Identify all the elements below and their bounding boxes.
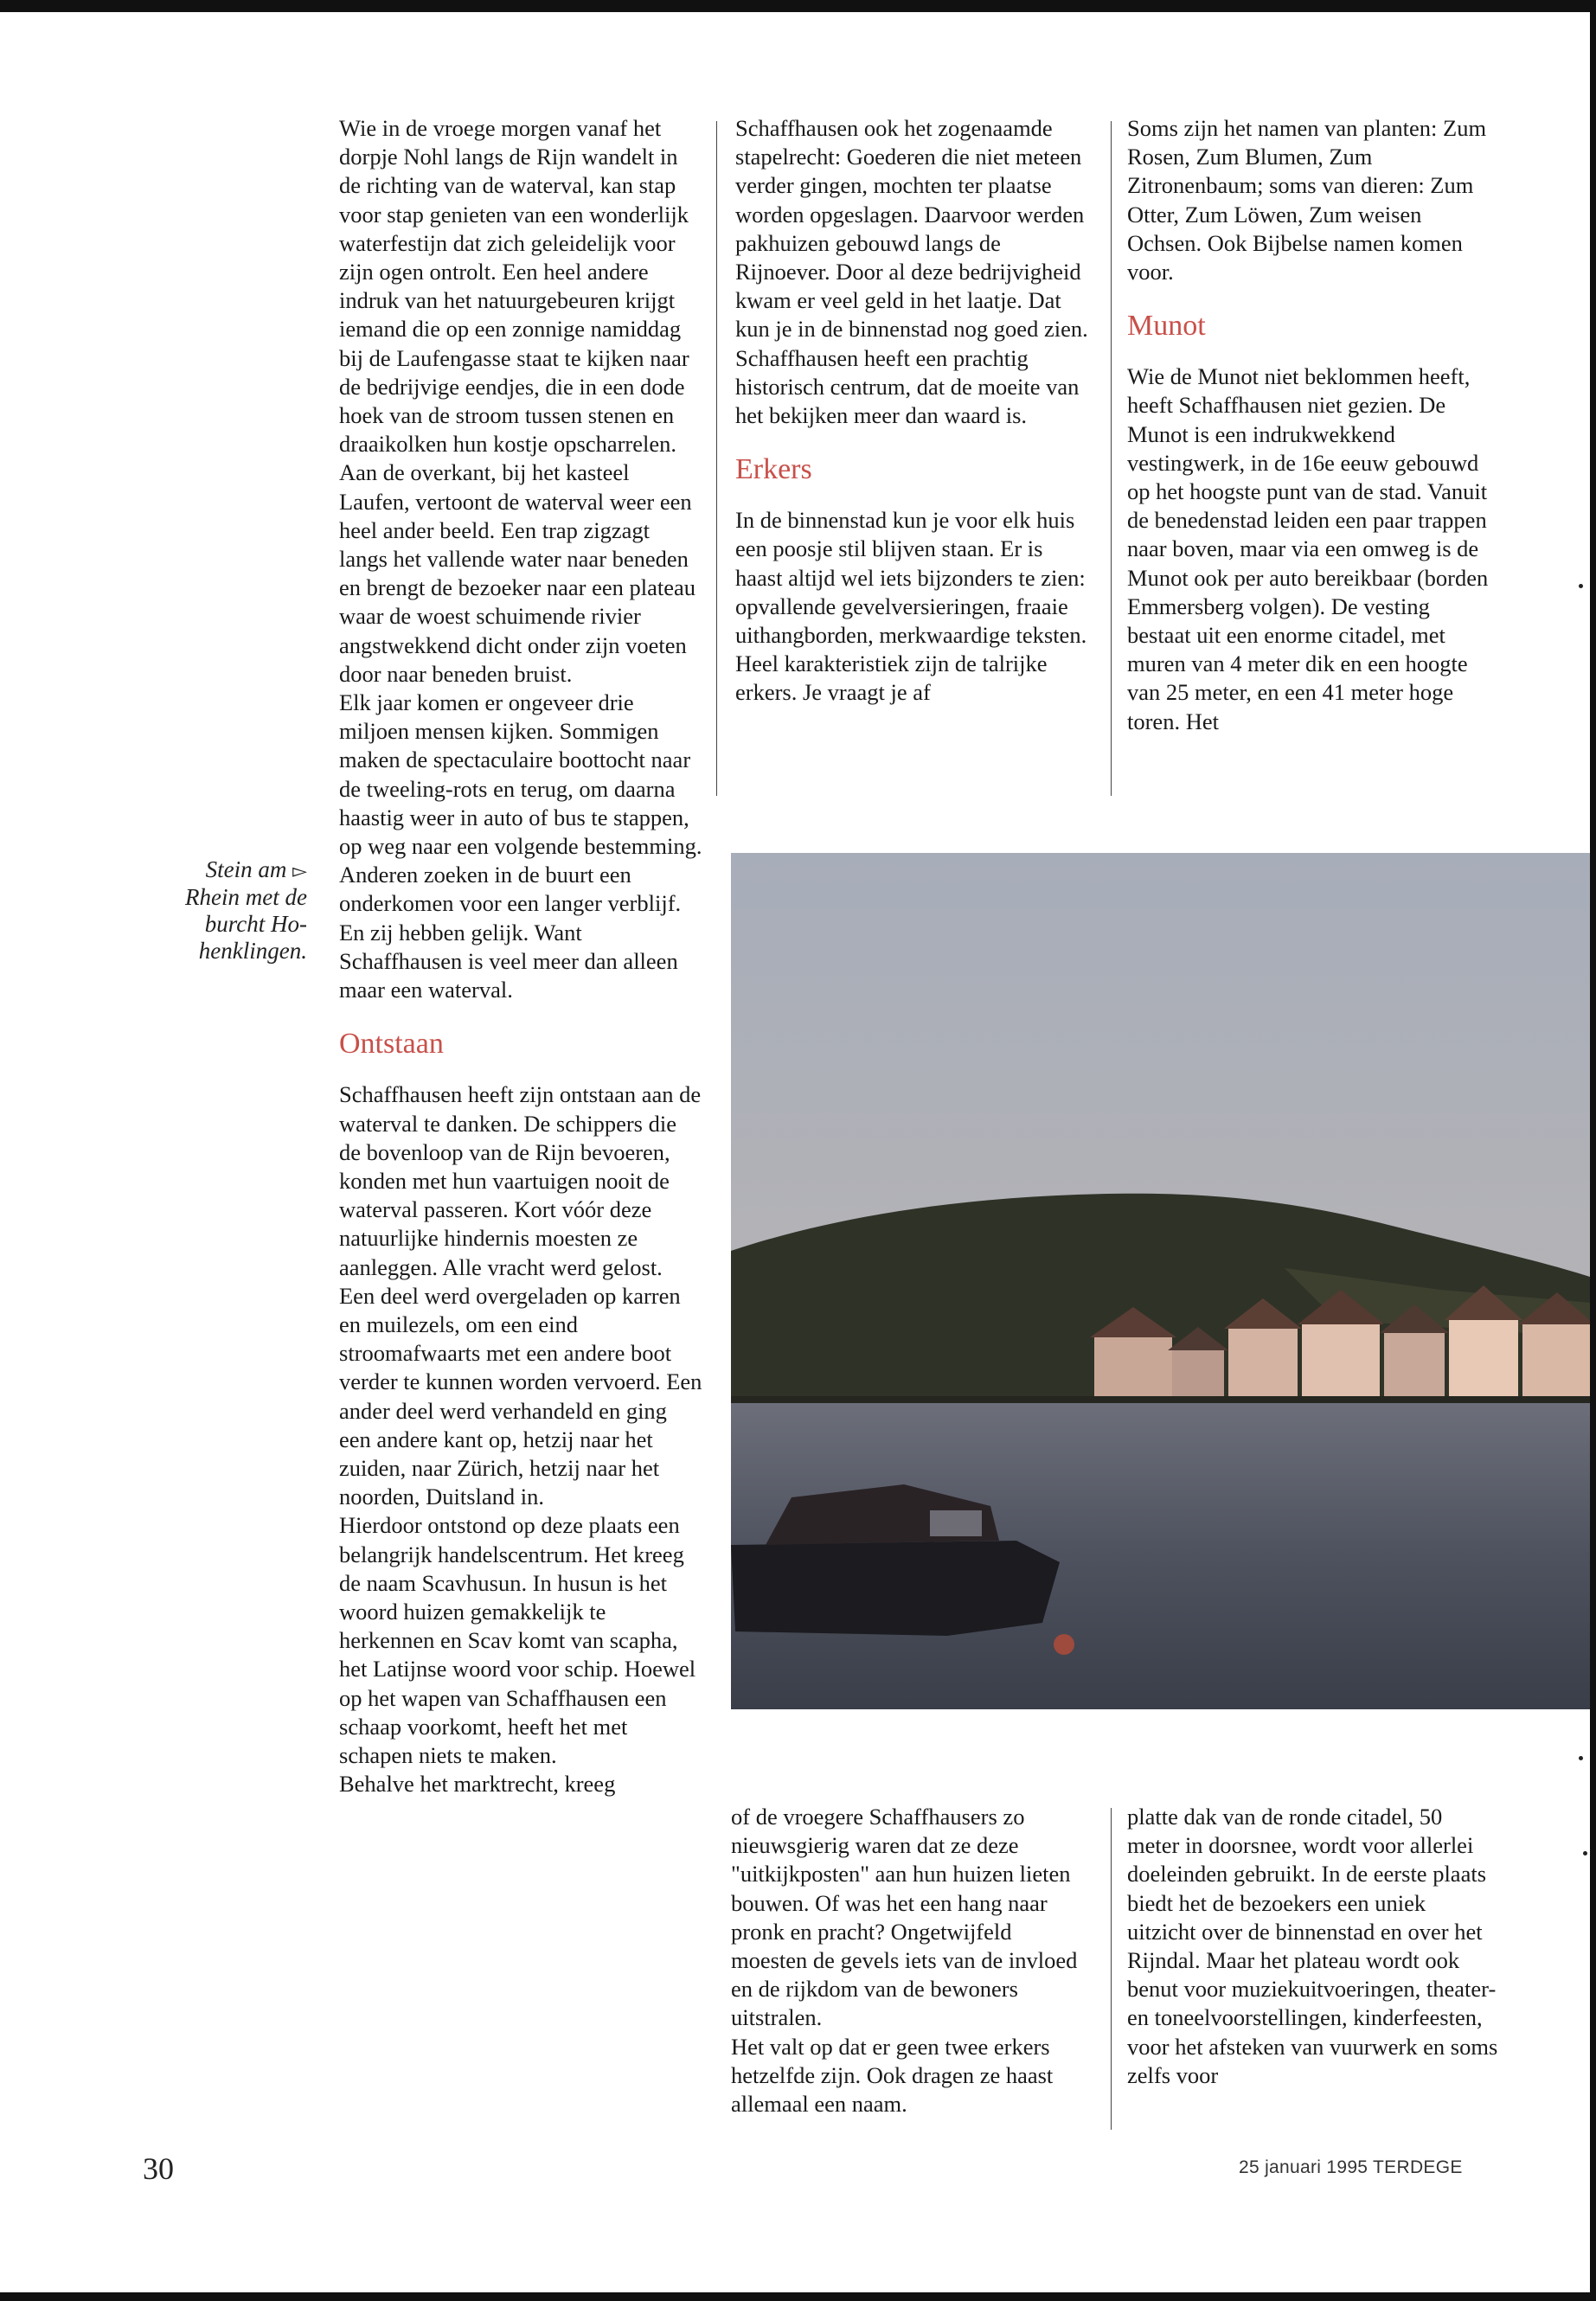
paragraph: Soms zijn het namen van planten: Zum Rosen, Zum Blumen, Zum Zitronenbaum; soms van dieren: Zum Otter, Zum Löwen, Zum weisen Ochsen. Ook Bijbelse namen komen voor. [1127, 115, 1487, 285]
paragraph: Schaffhausen ook het zogenaamde stapelrecht: Goederen die niet meteen verder gingen, mochten ter plaatse worden opgeslagen. Daarvoor werden pakhuizen gebouwd langs de Rijnoever. Door al deze bedrijvigheid kwam er veel geld in het laatje. Dat kun je in de binnenstad nog goed zien. Schaffhausen heeft een prachtig historisch centrum, dat de moeite van het bekijken meer dan waard is. [735, 115, 1088, 429]
scan-border-top [0, 0, 1596, 12]
scan-speck [1579, 1756, 1583, 1760]
page-number: 30 [143, 2151, 174, 2186]
photo-stein-am-rhein [731, 853, 1590, 1709]
photo-illustration [731, 853, 1590, 1709]
paragraph: Wie de Munot niet beklommen heeft, heeft Schaffhausen niet gezien. De Munot is een indrukwekkend vestingwerk, in de 16e eeuw gebouwd op het hoogste punt van de stad. Vanuit de benedenstad leiden een paar trappen naar boven, maar via een omweg is de Munot ook per auto bereikbaar (borden Emmersberg volgen). De vesting bestaat uit een enorme citadel, met muren van 4 meter dik en een hoogte van 25 meter, en een 41 meter hoge toren. Het [1127, 363, 1489, 734]
section-heading-erkers: Erkers [735, 453, 812, 486]
article-column-3-top [1127, 114, 1499, 736]
section-heading-ontstaan: Ontstaan [339, 1028, 444, 1061]
paragraph: platte dak van de ronde citadel, 50 meter in doorsnee, wordt voor allerlei doeleinden gebruikt. In de eerste plaats biedt het de bezoekers een uniek uitzicht over de binnenstad en over het Rijndal. Maar het plateau wordt ook benut voor muziekuitvoeringen, theater- en toneelvoorstellingen, kinderfeesten, voor het afsteken van vuurwerk en soms zelfs voor [1127, 1804, 1498, 2088]
article-column-1 [339, 114, 702, 1798]
caption-line: Stein am [205, 856, 287, 882]
paragraph: Elk jaar komen er ongeveer drie miljoen mensen kijken. Sommigen maken de spectaculaire boottocht naar de tweeling-rots en terug, om daarna haastig weer in auto of bus te stappen, op weg naar een volgende bestemming. Anderen zoeken in de buurt een onderkomen voor een langer verblijf. En zij hebben gelijk. Want Schaffhausen is veel meer dan alleen maar een waterval. [339, 689, 702, 1003]
caption-line: henklingen. [198, 938, 307, 964]
article-column-2-bottom [731, 1803, 1090, 2118]
scan-speck [1579, 584, 1583, 588]
arrow-right-icon: ▻ [292, 860, 307, 881]
paragraph: Behalve het marktrecht, kreeg [339, 1771, 616, 1798]
issue-footer: 25 januari 1995 TERDEGE [1239, 2157, 1463, 2177]
scan-speck [1583, 1851, 1587, 1856]
paragraph: Het valt op dat er geen twee erkers hetzelfde zijn. Ook dragen ze haast allemaal een naam. [731, 2033, 1054, 2118]
paragraph: In de binnenstad kun je voor elk huis een poosje stil blijven staan. Er is haast altijd wel iets bijzonders te zien: opvallende gevelversieringen, fraaie uithangborden, merkwaardige teksten. Heel karakteristiek zijn de talrijke erkers. Je vraagt je af [735, 507, 1087, 706]
scan-border-right [1590, 0, 1596, 2301]
caption-line: Rhein met de [185, 884, 307, 910]
paragraph: Hierdoor ontstond op deze plaats een belangrijk handelscentrum. Het kreeg de naam Scavhusun. In husun is het woord huizen gemakkelijk te herkennen en Scav komt van scapha, het Latijnse woord voor schip. Hoewel op het wapen van Schaffhausen een schaap voorkomt, heeft het met schapen niets te maken. [339, 1512, 696, 1768]
article-column-2-top [735, 114, 1090, 708]
paragraph: Schaffhausen heeft zijn ontstaan aan de waterval te danken. De schippers die de bovenloop van de Rijn bevoeren, konden met hun vaartuigen nooit de waterval passeren. Kort vóór deze natuurlijke hindernis moesten ze aanleggen. Alle vracht werd gelost. Een deel werd overgeladen op karren en muilezels, om een eind stroomafwaarts met een andere boot verder te kunnen worden vervoerd. Een ander deel werd verhandeld en ging een andere kant op, hetzij naar het zuiden, naar Zürich, hetzij naar het noorden, Duitsland in. [339, 1081, 702, 1510]
caption-line: burcht Ho- [204, 911, 307, 937]
paragraph: of de vroegere Schaffhausers zo nieuwsgierig waren dat ze deze "uitkijkposten" aan hun huizen lieten bouwen. Of was het een hang naar pronk en pracht? Ongetwijfeld moesten de gevels iets van de invloed en de rijkdom van de bewoners uitstralen. [731, 1804, 1078, 2031]
column-rule [1111, 1808, 1112, 2130]
scan-border-bottom [0, 2292, 1596, 2301]
photo-caption [143, 856, 307, 965]
article-column-3-bottom [1127, 1803, 1499, 2090]
paragraph: Wie in de vroege morgen vanaf het dorpje Nohl langs de Rijn wandelt in de richting van de waterval, kan stap voor stap genieten van een wonderlijk waterfestijn dat zich geleidelijk voor zijn ogen ontrolt. Een heel andere indruk van het natuurgebeuren krijgt iemand die op een zonnige namiddag bij de Laufengasse staat te kijken naar de bedrijvige eendjes, die in een dode hoek van de stroom tussen stenen en draaikolken hun kostje opscharrelen. [339, 115, 689, 458]
column-rule [716, 121, 717, 796]
paragraph: Aan de overkant, bij het kasteel Laufen, vertoont de waterval weer een heel ander beeld. Een trap zigzagt langs het vallende water naar beneden en brengt de bezoeker naar een plateau waar de woest schuimende rivier angstwekkend dicht onder zijn voeten door naar beneden bruist. [339, 459, 695, 687]
column-rule [1111, 121, 1112, 796]
section-heading-munot: Munot [1127, 310, 1206, 343]
